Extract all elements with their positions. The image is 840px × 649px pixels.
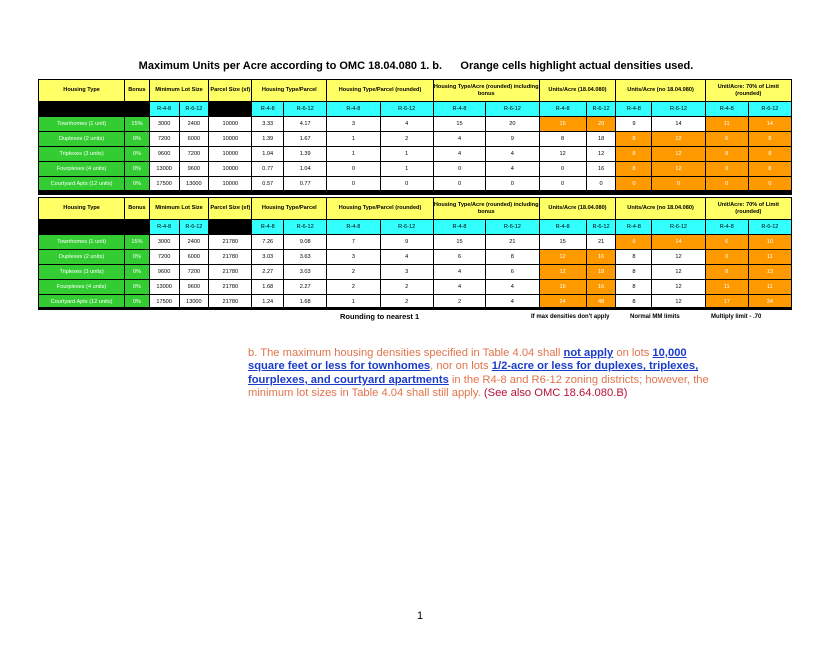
- value-cell: 9.08: [284, 235, 327, 250]
- zone-label: R-4-8: [252, 220, 284, 235]
- value-cell: 4: [486, 295, 539, 310]
- value-cell: 7200: [149, 132, 179, 147]
- value-cell: 2400: [179, 235, 209, 250]
- zone-label: R-6-12: [380, 102, 433, 117]
- normal-limits-note: Normal MM limits: [630, 314, 680, 320]
- zone-label: R-4-8: [705, 220, 748, 235]
- zone-label: R-6-12: [179, 102, 209, 117]
- multiply-note: Multiply limit - .70: [711, 314, 762, 320]
- zone-label: R-6-12: [380, 220, 433, 235]
- bonus-cell: 0%: [125, 280, 150, 295]
- housing-type-cell: Fourplexes (4 units): [39, 280, 125, 295]
- value-cell: 8: [748, 132, 791, 147]
- para-reference: (See also OMC 18.64.080.B): [483, 387, 628, 400]
- value-cell: 9: [616, 235, 652, 250]
- max-density-note: If max densities don't apply: [531, 314, 610, 320]
- value-cell: 17: [705, 295, 748, 310]
- value-cell: 0: [539, 177, 586, 192]
- value-cell: 9: [486, 132, 539, 147]
- value-cell: 1: [327, 147, 380, 162]
- value-cell: 8: [748, 162, 791, 177]
- col-type-parcel: Housing Type/Parcel: [252, 80, 327, 102]
- table-row: [39, 250, 792, 265]
- col-housing-type: Housing Type: [39, 80, 125, 102]
- value-cell: 21780: [209, 280, 252, 295]
- value-cell: 3.33: [252, 117, 284, 132]
- page-title: Maximum Units per Acre according to OMC 18.04.080 1. b. Orange cells highlight actual densities used.: [138, 60, 694, 72]
- value-cell: 4: [380, 250, 433, 265]
- bonus-cell: 0%: [125, 132, 150, 147]
- value-cell: 15: [539, 117, 586, 132]
- zone-row: [39, 220, 792, 235]
- bonus-cell: 15%: [125, 117, 150, 132]
- value-cell: 21780: [209, 295, 252, 310]
- value-cell: 1.04: [284, 162, 327, 177]
- zone-label: R-4-8: [539, 102, 586, 117]
- value-cell: 1.04: [252, 147, 284, 162]
- bonus-cell: 0%: [125, 295, 150, 310]
- housing-type-cell: Townhomes (1 unit): [39, 117, 125, 132]
- col-type-parcel-rounded: Housing Type/Parcel (rounded): [327, 80, 434, 102]
- value-cell: 2400: [179, 117, 209, 132]
- value-cell: 12: [652, 295, 705, 310]
- value-cell: 16: [586, 162, 616, 177]
- housing-type-cell: Townhomes (1 unit): [39, 235, 125, 250]
- value-cell: 12: [652, 265, 705, 280]
- value-cell: 0: [616, 177, 652, 192]
- zone-label: R-4-8: [252, 102, 284, 117]
- value-cell: 1.68: [284, 295, 327, 310]
- zone-label: R-4-8: [327, 102, 380, 117]
- value-cell: 12: [539, 250, 586, 265]
- value-cell: 1.39: [252, 132, 284, 147]
- value-cell: 11: [705, 280, 748, 295]
- value-cell: 4: [486, 162, 539, 177]
- value-cell: 11: [748, 280, 791, 295]
- zone-label: R-6-12: [748, 220, 791, 235]
- value-cell: 6000: [179, 250, 209, 265]
- value-cell: 6: [433, 250, 485, 265]
- table-row: [39, 132, 792, 147]
- value-cell: 4.17: [284, 117, 327, 132]
- value-cell: 6: [705, 235, 748, 250]
- value-cell: 2: [327, 265, 380, 280]
- value-cell: 20: [586, 117, 616, 132]
- header-row: [39, 198, 792, 220]
- value-cell: 1.24: [252, 295, 284, 310]
- table-row: [39, 235, 792, 250]
- col-min-lot: Minimum Lot Size: [149, 198, 208, 220]
- value-cell: 34: [748, 295, 791, 310]
- zone-label: R-6-12: [486, 220, 539, 235]
- zone-label: R-6-12: [652, 102, 705, 117]
- zone-label: R-4-8: [149, 220, 179, 235]
- value-cell: 2.27: [284, 280, 327, 295]
- value-cell: 4: [486, 147, 539, 162]
- value-cell: 21: [486, 235, 539, 250]
- value-cell: 4: [433, 132, 485, 147]
- bonus-cell: 0%: [125, 250, 150, 265]
- value-cell: 0: [539, 162, 586, 177]
- para-emphasis: 10,000 square feet or less for townhomes: [248, 347, 687, 373]
- housing-type-cell: Duplexes (2 units): [39, 132, 125, 147]
- value-cell: 0.77: [252, 162, 284, 177]
- table-row: [39, 162, 792, 177]
- value-cell: 10000: [209, 117, 252, 132]
- value-cell: 10000: [209, 147, 252, 162]
- value-cell: 9600: [179, 162, 209, 177]
- col-parcel: Parcel Size (sf): [209, 198, 252, 220]
- value-cell: 13000: [149, 162, 179, 177]
- table1-body: [39, 117, 792, 192]
- value-cell: 0: [705, 162, 748, 177]
- col-bonus: Bonus: [125, 80, 150, 102]
- value-cell: 0: [652, 177, 705, 192]
- value-cell: 3.03: [284, 265, 327, 280]
- value-cell: 1: [327, 295, 380, 310]
- value-cell: 18: [586, 265, 616, 280]
- bonus-cell: 0%: [125, 162, 150, 177]
- value-cell: 21780: [209, 235, 252, 250]
- zone-label: R-6-12: [586, 102, 616, 117]
- page-number: 1: [416, 610, 424, 622]
- value-cell: 8: [616, 295, 652, 310]
- table-separator: [38, 190, 792, 195]
- value-cell: 12: [586, 147, 616, 162]
- value-cell: 15: [539, 235, 586, 250]
- col-housing-type: Housing Type: [39, 198, 125, 220]
- value-cell: 7.26: [252, 235, 284, 250]
- col-units-acre: Units/Acre (18.04.080): [539, 198, 616, 220]
- value-cell: 8: [616, 280, 652, 295]
- value-cell: 11: [705, 117, 748, 132]
- zone-label: R-6-12: [179, 220, 209, 235]
- value-cell: 15: [433, 235, 485, 250]
- value-cell: 8: [705, 147, 748, 162]
- table-row: [39, 147, 792, 162]
- col-unit-limit: Unit/Acre: 70% of Limit (rounded): [705, 80, 791, 102]
- value-cell: 1.67: [284, 132, 327, 147]
- col-type-parcel-rounded: Housing Type/Parcel (rounded): [327, 198, 434, 220]
- value-cell: 17500: [149, 295, 179, 310]
- table-row: [39, 117, 792, 132]
- value-cell: 3: [327, 250, 380, 265]
- value-cell: 14: [652, 117, 705, 132]
- value-cell: 3.03: [252, 250, 284, 265]
- table-bottom-rule: [38, 307, 792, 309]
- value-cell: 16: [586, 280, 616, 295]
- value-cell: 8: [616, 265, 652, 280]
- para-emphasis: 1/2-acre or less for duplexes, triplexes, fourplexes, and courtyard apartments: [248, 360, 699, 386]
- para-text: on lots: [613, 347, 653, 359]
- value-cell: 10000: [209, 132, 252, 147]
- value-cell: 3: [327, 117, 380, 132]
- col-type-acre: Housing Type/Acre (rounded) including bonus: [433, 80, 539, 102]
- value-cell: 1: [380, 162, 433, 177]
- bonus-cell: 0%: [125, 177, 150, 192]
- value-cell: 21: [586, 235, 616, 250]
- col-min-lot: Minimum Lot Size: [149, 80, 208, 102]
- value-cell: 11: [748, 250, 791, 265]
- value-cell: 8: [616, 250, 652, 265]
- ordinance-paragraph: [248, 347, 723, 401]
- zone-label: R-4-8: [433, 220, 485, 235]
- value-cell: 21780: [209, 250, 252, 265]
- bonus-cell: 0%: [125, 147, 150, 162]
- value-cell: 16: [539, 280, 586, 295]
- value-cell: 0: [433, 162, 485, 177]
- value-cell: 8: [539, 132, 586, 147]
- value-cell: 9600: [179, 280, 209, 295]
- value-cell: 6: [486, 265, 539, 280]
- density-table-21780: [38, 197, 792, 310]
- value-cell: 4: [433, 147, 485, 162]
- col-bonus: Bonus: [125, 198, 150, 220]
- value-cell: 12: [652, 280, 705, 295]
- col-type-parcel: Housing Type/Parcel: [252, 198, 327, 220]
- value-cell: 0: [433, 177, 485, 192]
- value-cell: 1: [380, 147, 433, 162]
- value-cell: 13000: [179, 295, 209, 310]
- para-text: , nor on lots: [430, 360, 492, 373]
- table2-body: [39, 235, 792, 310]
- zone-label: R-6-12: [284, 102, 327, 117]
- value-cell: 2: [380, 280, 433, 295]
- value-cell: 0: [748, 177, 791, 192]
- value-cell: 15: [433, 117, 485, 132]
- value-cell: 10000: [209, 162, 252, 177]
- housing-type-cell: Triplexes (3 units): [39, 265, 125, 280]
- value-cell: 0: [586, 177, 616, 192]
- value-cell: 20: [486, 117, 539, 132]
- value-cell: 3000: [149, 117, 179, 132]
- value-cell: 8: [705, 265, 748, 280]
- value-cell: 4: [433, 265, 485, 280]
- zone-label: R-4-8: [327, 220, 380, 235]
- value-cell: 9: [380, 235, 433, 250]
- zone-label: R-4-8: [705, 102, 748, 117]
- value-cell: 1.68: [252, 280, 284, 295]
- zone-label: R-4-8: [616, 220, 652, 235]
- value-cell: 0: [380, 177, 433, 192]
- value-cell: 7200: [179, 147, 209, 162]
- housing-type-cell: Courtyard Apts (12 units): [39, 177, 125, 192]
- col-unit-limit: Unit/Acre: 70% of Limit (rounded): [705, 198, 791, 220]
- value-cell: 7: [327, 235, 380, 250]
- value-cell: 9600: [149, 265, 179, 280]
- value-cell: 0: [705, 250, 748, 265]
- density-table-10000: [38, 79, 792, 192]
- value-cell: 14: [748, 117, 791, 132]
- value-cell: 4: [380, 117, 433, 132]
- housing-type-cell: Fourplexes (4 units): [39, 162, 125, 177]
- col-units-acre-no: Units/Acre (no 18.04.080): [616, 80, 705, 102]
- value-cell: 4: [486, 280, 539, 295]
- para-text: b. The maximum housing densities specified in Table 4.04 shall: [248, 347, 564, 359]
- value-cell: 2: [380, 132, 433, 147]
- value-cell: 8: [616, 147, 652, 162]
- value-cell: 16: [586, 250, 616, 265]
- value-cell: 18: [586, 132, 616, 147]
- zone-label: R-4-8: [616, 102, 652, 117]
- value-cell: 2: [327, 280, 380, 295]
- value-cell: 12: [539, 147, 586, 162]
- value-cell: 8: [486, 250, 539, 265]
- value-cell: 3: [380, 265, 433, 280]
- value-cell: 12: [652, 132, 705, 147]
- rounding-note: Rounding to nearest 1: [340, 312, 420, 321]
- table-row: [39, 280, 792, 295]
- housing-type-cell: Duplexes (2 units): [39, 250, 125, 265]
- value-cell: 2.27: [252, 265, 284, 280]
- value-cell: 13000: [179, 177, 209, 192]
- zone-label: R-6-12: [586, 220, 616, 235]
- zone-label: R-6-12: [284, 220, 327, 235]
- value-cell: 21780: [209, 265, 252, 280]
- zone-label: R-4-8: [149, 102, 179, 117]
- zone-row: [39, 102, 792, 117]
- value-cell: 13: [748, 265, 791, 280]
- housing-type-cell: Triplexes (3 units): [39, 147, 125, 162]
- value-cell: 10: [748, 235, 791, 250]
- value-cell: 7200: [179, 265, 209, 280]
- value-cell: 2: [433, 295, 485, 310]
- value-cell: 8: [616, 132, 652, 147]
- value-cell: 12: [652, 147, 705, 162]
- bonus-cell: 0%: [125, 265, 150, 280]
- housing-type-cell: Courtyard Apts (12 units): [39, 295, 125, 310]
- value-cell: 14: [652, 235, 705, 250]
- para-emphasis: not apply: [563, 347, 614, 359]
- value-cell: 1.39: [284, 147, 327, 162]
- zone-label: R-6-12: [486, 102, 539, 117]
- value-cell: 0.77: [284, 177, 327, 192]
- value-cell: 0: [486, 177, 539, 192]
- value-cell: 0: [705, 177, 748, 192]
- value-cell: 6000: [179, 132, 209, 147]
- header-row: [39, 80, 792, 102]
- zone-label: R-6-12: [652, 220, 705, 235]
- zone-label: R-4-8: [539, 220, 586, 235]
- value-cell: 24: [539, 295, 586, 310]
- zone-label: R-6-12: [748, 102, 791, 117]
- value-cell: 1: [327, 132, 380, 147]
- value-cell: 0: [327, 177, 380, 192]
- para-text: in the R4-8 and R6-12 zoning districts; however, the minimum lot sizes in Table 4.04 shall still apply.: [248, 373, 709, 400]
- bonus-cell: 15%: [125, 235, 150, 250]
- col-units-acre-no: Units/Acre (no 18.04.080): [616, 198, 705, 220]
- value-cell: 6: [705, 132, 748, 147]
- value-cell: 48: [586, 295, 616, 310]
- value-cell: 13000: [149, 280, 179, 295]
- col-units-acre: Units/Acre (18.04.080): [539, 80, 616, 102]
- value-cell: 2: [380, 295, 433, 310]
- col-type-acre: Housing Type/Acre (rounded) including bonus: [433, 198, 539, 220]
- value-cell: 9600: [149, 147, 179, 162]
- value-cell: 8: [748, 147, 791, 162]
- value-cell: 12: [652, 250, 705, 265]
- value-cell: 9: [616, 117, 652, 132]
- value-cell: 17500: [149, 177, 179, 192]
- zone-label: R-4-8: [433, 102, 485, 117]
- value-cell: 8: [616, 162, 652, 177]
- value-cell: 10000: [209, 177, 252, 192]
- value-cell: 3000: [149, 235, 179, 250]
- table-row: [39, 265, 792, 280]
- value-cell: 0: [327, 162, 380, 177]
- col-parcel: Parcel Size (sf): [209, 80, 252, 102]
- value-cell: 7200: [149, 250, 179, 265]
- value-cell: 3.63: [284, 250, 327, 265]
- value-cell: 0.57: [252, 177, 284, 192]
- value-cell: 4: [433, 280, 485, 295]
- value-cell: 12: [539, 265, 586, 280]
- value-cell: 12: [652, 162, 705, 177]
